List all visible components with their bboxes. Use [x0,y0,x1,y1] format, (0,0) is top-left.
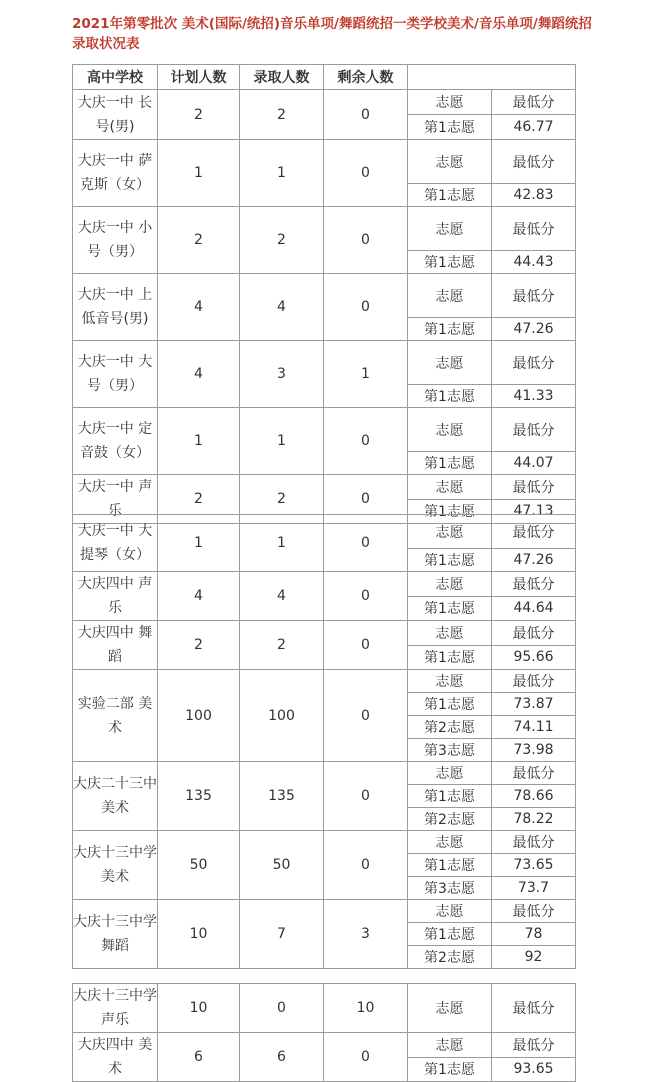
min-score-cell: 最低分 [492,475,576,500]
remain-count-cell: 0 [324,140,408,207]
min-score-cell: 最低分 [492,1033,576,1058]
table-row [73,207,576,251]
min-score-cell: 47.26 [492,318,576,341]
remain-count-cell: 0 [324,90,408,140]
admit-count-cell: 2 [240,475,324,524]
preference-cell: 志愿 [408,515,492,549]
preference-cell: 第1志愿 [408,452,492,475]
admission-table [72,64,576,524]
min-score-cell: 73.87 [492,693,576,716]
preference-cell: 第2志愿 [408,716,492,739]
preference-cell: 第1志愿 [408,923,492,946]
remain-count-cell: 3 [324,900,408,969]
plan-count-cell: 10 [158,984,240,1033]
plan-count-cell: 10 [158,900,240,969]
preference-cell: 志愿 [408,572,492,597]
remain-count-cell: 0 [324,670,408,762]
school-cell: 大庆一中 大提琴（女） [73,515,158,572]
preference-cell: 志愿 [408,207,492,251]
preference-cell: 第1志愿 [408,115,492,140]
school-cell: 大庆十三中学 美术 [73,831,158,900]
admit-count-cell: 50 [240,831,324,900]
preference-cell: 第1志愿 [408,854,492,877]
header-row [73,65,576,90]
school-cell: 大庆十三中学 声乐 [73,984,158,1033]
admit-count-cell: 6 [240,1033,324,1082]
min-score-cell: 最低分 [492,140,576,184]
admission-table [72,983,576,1082]
remain-count-cell: 0 [324,762,408,831]
column-header: 录取人数 [240,65,324,90]
preference-cell: 第1志愿 [408,549,492,572]
min-score-cell: 47.26 [492,549,576,572]
preference-cell: 志愿 [408,90,492,115]
min-score-cell: 最低分 [492,984,576,1033]
min-score-cell: 42.83 [492,184,576,207]
min-score-cell: 46.77 [492,115,576,140]
min-score-cell: 95.66 [492,645,576,670]
table-row [73,1033,576,1058]
min-score-cell: 78 [492,923,576,946]
remain-count-cell: 0 [324,408,408,475]
preference-cell: 第1志愿 [408,251,492,274]
admit-count-cell: 2 [240,90,324,140]
plan-count-cell: 2 [158,90,240,140]
school-cell: 大庆十三中学 舞蹈 [73,900,158,969]
preference-cell: 第1志愿 [408,785,492,808]
table-row [73,408,576,452]
preference-cell: 第1志愿 [408,499,492,524]
preference-cell: 志愿 [408,140,492,184]
plan-count-cell: 135 [158,762,240,831]
school-cell: 大庆一中 大号（男） [73,341,158,408]
table-row [73,621,576,646]
table-row [73,900,576,923]
min-score-cell: 最低分 [492,515,576,549]
admit-count-cell: 0 [240,984,324,1033]
school-cell: 大庆一中 定音鼓（女） [73,408,158,475]
plan-count-cell: 1 [158,515,240,572]
preference-cell: 第3志愿 [408,877,492,900]
remain-count-cell: 1 [324,341,408,408]
preference-cell: 志愿 [408,762,492,785]
admit-count-cell: 1 [240,408,324,475]
preference-cell: 第3志愿 [408,739,492,762]
preference-cell: 志愿 [408,408,492,452]
admit-count-cell: 4 [240,572,324,621]
admit-count-cell: 1 [240,140,324,207]
admit-count-cell: 7 [240,900,324,969]
preference-cell: 志愿 [408,670,492,693]
min-score-cell: 78.22 [492,808,576,831]
remain-count-cell: 0 [324,1033,408,1082]
min-score-cell: 最低分 [492,408,576,452]
min-score-cell: 47.13 [492,499,576,524]
min-score-cell: 41.33 [492,385,576,408]
preference-cell: 第2志愿 [408,946,492,969]
plan-count-cell: 50 [158,831,240,900]
school-cell: 大庆一中 上低音号(男) [73,274,158,341]
table-row [73,831,576,854]
school-cell: 实验二部 美术 [73,670,158,762]
min-score-cell: 最低分 [492,207,576,251]
school-cell: 大庆一中 长号(男) [73,90,158,140]
plan-count-cell: 2 [158,621,240,670]
min-score-cell: 78.66 [492,785,576,808]
table-row [73,670,576,693]
table-row [73,572,576,597]
school-cell: 大庆二十三中 美术 [73,762,158,831]
min-score-cell: 73.65 [492,854,576,877]
table-row [73,515,576,549]
school-cell: 大庆四中 美术 [73,1033,158,1082]
preference-cell: 第1志愿 [408,1057,492,1082]
preference-cell: 志愿 [408,1033,492,1058]
min-score-cell: 最低分 [492,572,576,597]
column-header: 计划人数 [158,65,240,90]
min-score-cell: 44.64 [492,596,576,621]
preference-cell: 志愿 [408,900,492,923]
remain-count-cell: 0 [324,274,408,341]
plan-count-cell: 4 [158,341,240,408]
preference-cell: 第2志愿 [408,808,492,831]
plan-count-cell: 1 [158,408,240,475]
min-score-cell: 最低分 [492,274,576,318]
min-score-cell: 92 [492,946,576,969]
preference-cell: 第1志愿 [408,318,492,341]
admit-count-cell: 100 [240,670,324,762]
min-score-cell: 44.43 [492,251,576,274]
min-score-cell: 74.11 [492,716,576,739]
school-cell: 大庆一中 声乐 [73,475,158,524]
table-row [73,140,576,184]
min-score-cell: 73.7 [492,877,576,900]
min-score-cell: 最低分 [492,762,576,785]
column-header-blank [408,65,576,90]
preference-cell: 志愿 [408,341,492,385]
remain-count-cell: 0 [324,207,408,274]
min-score-cell: 最低分 [492,621,576,646]
remain-count-cell: 10 [324,984,408,1033]
min-score-cell: 44.07 [492,452,576,475]
admit-count-cell: 4 [240,274,324,341]
plan-count-cell: 6 [158,1033,240,1082]
remain-count-cell: 0 [324,515,408,572]
plan-count-cell: 1 [158,140,240,207]
preference-cell: 志愿 [408,274,492,318]
admission-table [72,514,576,969]
preference-cell: 志愿 [408,984,492,1033]
page-title: 2021年第零批次 美术(国际/统招)音乐单项/舞蹈统招一类学校美术/音乐单项/舞蹈统招录取状况表 [72,16,592,52]
preference-cell: 志愿 [408,621,492,646]
plan-count-cell: 4 [158,572,240,621]
preference-cell: 第1志愿 [408,693,492,716]
table-row [73,341,576,385]
min-score-cell: 93.65 [492,1057,576,1082]
table-row [73,274,576,318]
school-cell: 大庆一中 萨克斯（女） [73,140,158,207]
admit-count-cell: 1 [240,515,324,572]
table-row [73,762,576,785]
min-score-cell: 最低分 [492,670,576,693]
table-row [73,475,576,500]
remain-count-cell: 0 [324,621,408,670]
admit-count-cell: 135 [240,762,324,831]
plan-count-cell: 100 [158,670,240,762]
school-cell: 大庆四中 声乐 [73,572,158,621]
school-cell: 大庆一中 小号（男） [73,207,158,274]
column-header: 剩余人数 [324,65,408,90]
preference-cell: 志愿 [408,475,492,500]
remain-count-cell: 0 [324,475,408,524]
remain-count-cell: 0 [324,572,408,621]
plan-count-cell: 4 [158,274,240,341]
preference-cell: 志愿 [408,831,492,854]
min-score-cell: 最低分 [492,900,576,923]
preference-cell: 第1志愿 [408,385,492,408]
preference-cell: 第1志愿 [408,596,492,621]
plan-count-cell: 2 [158,475,240,524]
admit-count-cell: 2 [240,621,324,670]
min-score-cell: 最低分 [492,341,576,385]
min-score-cell: 73.98 [492,739,576,762]
plan-count-cell: 2 [158,207,240,274]
school-cell: 大庆四中 舞蹈 [73,621,158,670]
admit-count-cell: 2 [240,207,324,274]
preference-cell: 第1志愿 [408,184,492,207]
remain-count-cell: 0 [324,831,408,900]
column-header: 高中学校 [73,65,158,90]
min-score-cell: 最低分 [492,831,576,854]
table-row [73,90,576,115]
preference-cell: 第1志愿 [408,645,492,670]
min-score-cell: 最低分 [492,90,576,115]
table-row [73,984,576,1033]
admit-count-cell: 3 [240,341,324,408]
